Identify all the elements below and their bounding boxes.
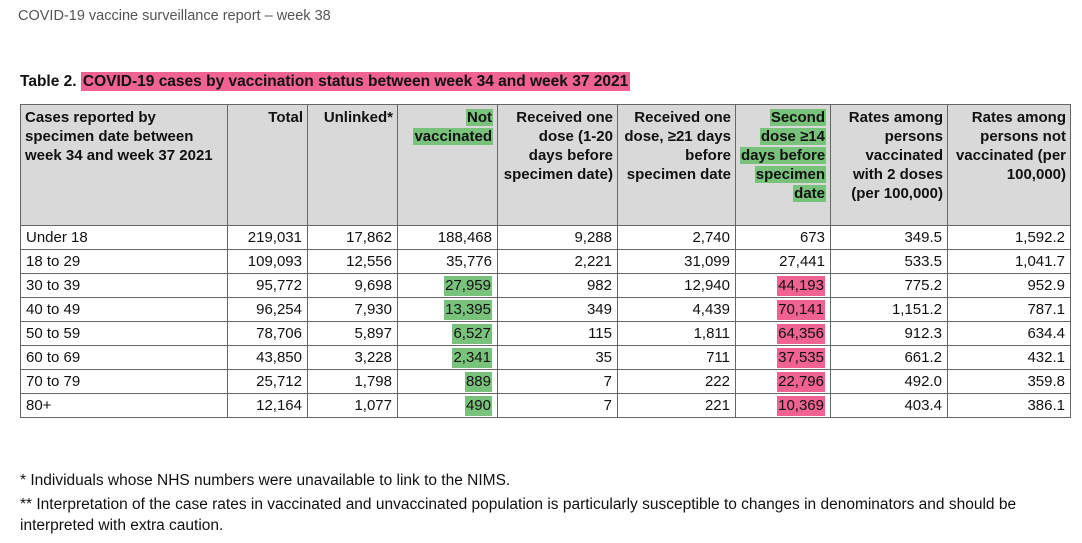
cell-rate-not-vaccinated: 386.1 [948,394,1071,418]
cell-one-dose-1-20: 9,288 [498,226,618,250]
cell-not-vaccinated [398,322,498,346]
cell-one-dose-1-20: 7 [498,394,618,418]
cell-second-dose [736,298,831,322]
cell-one-dose-21: 222 [618,370,736,394]
cell-second-dose [736,346,831,370]
cell-total: 219,031 [228,226,308,250]
cell-rate-not-vaccinated: 952.9 [948,274,1071,298]
cell-age-group: 30 to 39 [21,274,228,298]
cell-unlinked: 7,930 [308,298,398,322]
cell-highlight: 490 [465,397,491,414]
cell-not-vaccinated [398,370,498,394]
cell-rate-not-vaccinated: 787.1 [948,298,1071,322]
table-row [21,226,1071,250]
cell-not-vaccinated: 188,468 [398,226,498,250]
cell-age-group: 80+ [21,394,228,418]
col-header-second-dose [736,105,831,226]
cell-highlight: 6,527 [453,325,491,342]
cell-highlight: 70,141 [778,301,824,318]
col-header-one-dose-1-20: Received one dose (1-20 days before specimen date) [498,105,618,226]
table-header-row [21,105,1071,226]
cell-second-dose [736,370,831,394]
cell-rate-vaccinated: 775.2 [831,274,948,298]
cell-second-dose: 27,441 [736,250,831,274]
cell-rate-vaccinated: 533.5 [831,250,948,274]
cell-highlight: 37,535 [778,349,824,366]
table-row [21,370,1071,394]
col-header-second-dose-text: Second dose ≥14 days before specimen date [741,109,826,202]
cell-age-group: 60 to 69 [21,346,228,370]
cell-rate-not-vaccinated: 359.8 [948,370,1071,394]
table-row [21,274,1071,298]
table-row [21,250,1071,274]
col-header-not-vaccinated-text: Not vaccinated [414,109,492,145]
cell-unlinked: 12,556 [308,250,398,274]
cell-rate-vaccinated: 349.5 [831,226,948,250]
cell-rate-not-vaccinated: 634.4 [948,322,1071,346]
cell-age-group: 40 to 49 [21,298,228,322]
footnotes [20,470,1065,536]
cell-unlinked: 3,228 [308,346,398,370]
cell-unlinked: 5,897 [308,322,398,346]
col-header-age-group: Cases reported by specimen date between week 34 and week 37 2021 [21,105,228,226]
cell-total: 78,706 [228,322,308,346]
cell-total: 109,093 [228,250,308,274]
cell-highlight: 64,356 [778,325,824,342]
cell-not-vaccinated [398,298,498,322]
cell-highlight: 13,395 [445,301,491,318]
cell-highlight: 2,341 [453,349,491,366]
cell-one-dose-21: 2,740 [618,226,736,250]
col-header-rate-vaccinated: Rates among persons vaccinated with 2 doses (per 100,000) [831,105,948,226]
cell-second-dose [736,322,831,346]
cell-rate-vaccinated: 912.3 [831,322,948,346]
cell-one-dose-21: 4,439 [618,298,736,322]
cell-total: 95,772 [228,274,308,298]
footnote-unlinked: * Individuals whose NHS numbers were unavailable to link to the NIMS. [20,472,511,489]
cell-unlinked: 1,077 [308,394,398,418]
cell-not-vaccinated [398,274,498,298]
cell-second-dose [736,394,831,418]
col-header-not-vaccinated [398,105,498,226]
cell-one-dose-1-20: 115 [498,322,618,346]
cell-highlight: 10,369 [778,397,824,414]
cell-total: 25,712 [228,370,308,394]
table-label: Table 2. [20,73,77,90]
cell-rate-vaccinated: 403.4 [831,394,948,418]
cell-total: 43,850 [228,346,308,370]
cell-one-dose-1-20: 2,221 [498,250,618,274]
cell-age-group: 18 to 29 [21,250,228,274]
vaccination-status-table [20,104,1071,418]
cell-rate-vaccinated: 661.2 [831,346,948,370]
col-header-one-dose-21: Received one dose, ≥21 days before specimen date [618,105,736,226]
cell-age-group: 50 to 59 [21,322,228,346]
cell-rate-not-vaccinated: 1,592.2 [948,226,1071,250]
cell-unlinked: 9,698 [308,274,398,298]
cell-highlight: 27,959 [445,277,491,294]
cell-rate-vaccinated: 492.0 [831,370,948,394]
cell-highlight: 889 [465,373,491,390]
cell-one-dose-1-20: 982 [498,274,618,298]
cell-one-dose-21: 711 [618,346,736,370]
cell-unlinked: 17,862 [308,226,398,250]
table-title: COVID-19 cases by vaccination status between week 34 and week 37 2021 [82,73,629,90]
col-header-unlinked: Unlinked* [308,105,398,226]
footnote-interpretation: ** Interpretation of the case rates in vaccinated and unvaccinated population is particularly susceptible to changes in denominators and should be interpreted with extra caution. [20,496,1017,534]
cell-not-vaccinated [398,346,498,370]
cell-unlinked: 1,798 [308,370,398,394]
col-header-rate-not-vaccinated: Rates among persons not vaccinated (per 100,000) [948,105,1071,226]
table-row [21,346,1071,370]
cell-not-vaccinated: 35,776 [398,250,498,274]
table-row [21,298,1071,322]
table-caption [20,73,630,91]
cell-one-dose-21: 31,099 [618,250,736,274]
cell-rate-not-vaccinated: 432.1 [948,346,1071,370]
cell-age-group: Under 18 [21,226,228,250]
table-row [21,322,1071,346]
cell-rate-not-vaccinated: 1,041.7 [948,250,1071,274]
cell-one-dose-1-20: 35 [498,346,618,370]
cell-one-dose-1-20: 7 [498,370,618,394]
cell-total: 96,254 [228,298,308,322]
cell-total: 12,164 [228,394,308,418]
cell-second-dose [736,274,831,298]
cell-age-group: 70 to 79 [21,370,228,394]
cell-one-dose-21: 221 [618,394,736,418]
report-header: COVID-19 vaccine surveillance report – week 38 [18,8,331,24]
cell-rate-vaccinated: 1,151.2 [831,298,948,322]
cell-highlight: 44,193 [778,277,824,294]
cell-second-dose: 673 [736,226,831,250]
col-header-total: Total [228,105,308,226]
cell-highlight: 22,796 [778,373,824,390]
cell-one-dose-21: 12,940 [618,274,736,298]
table-row [21,394,1071,418]
cell-one-dose-1-20: 349 [498,298,618,322]
cell-not-vaccinated [398,394,498,418]
cell-one-dose-21: 1,811 [618,322,736,346]
